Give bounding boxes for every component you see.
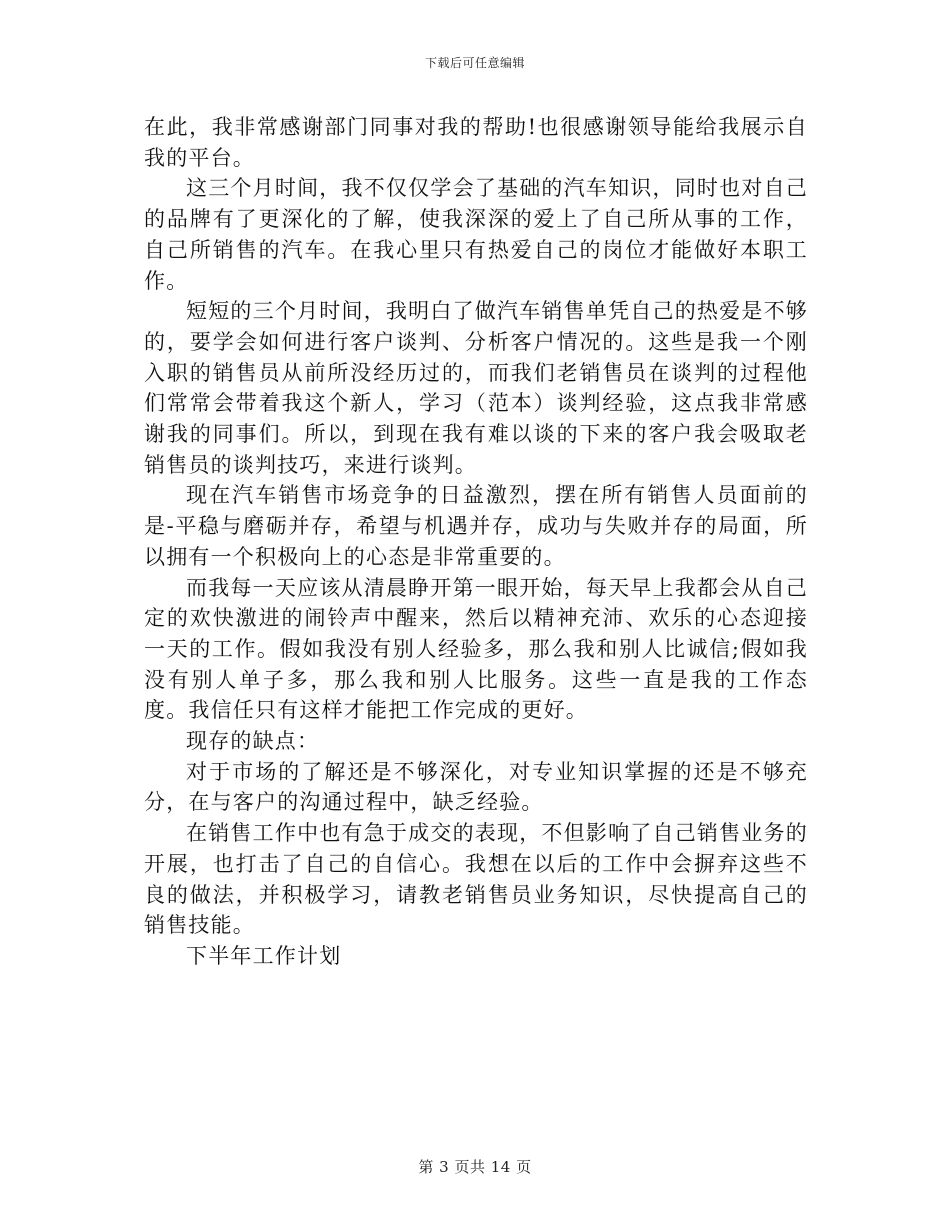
paragraph-2: 这三个月时间，我不仅仅学会了基础的汽车知识，同时也对自己的品牌有了更深化的了解，使我深深的爱上了自己所从事的工作，自己所销售的汽车。在我心里只有热爱自己的岗位才能做好本职工作。 — [144, 176, 808, 293]
header-note: 下载后可任意编辑 — [424, 56, 525, 70]
paragraph-7: 对于市场的了解还是不够深化，对专业知识掌握的还是不够充分，在与客户的沟通过程中，缺乏经验。 — [144, 759, 808, 815]
paragraph-4: 现在汽车销售市场竞争的日益激烈，摆在所有销售人员面前的是-平稳与磨砺并存，希望与机遇并存，成功与失败并存的局面，所以拥有一个积极向上的心态是非常重要的。 — [144, 483, 808, 569]
document-body — [144, 112, 808, 972]
paragraph-1: 在此，我非常感谢部门同事对我的帮助!也很感谢领导能给我展示自我的平台。 — [144, 115, 808, 170]
paragraph-5: 而我每一天应该从清晨睁开第一眼开始，每天早上我都会从自己定的欢快激进的闹铃声中醒来，然后以精神充沛、欢乐的心态迎接一天的工作。假如我没有别人经验多，那么我和别人比诚信;假如我没有别人单子多，那么我和别人比服务。这些一直是我的工作态度。我信任只有这样才能把工作完成的更好。 — [144, 575, 808, 723]
page-number-footer: 第 3 页共 14 页 — [418, 1158, 532, 1176]
paragraph-plan-heading: 下半年工作计划 — [186, 943, 342, 968]
paragraph-shortcomings-heading: 现存的缺点： — [186, 729, 320, 754]
paragraph-3: 短短的三个月时间，我明白了做汽车销售单凭自己的热爱是不够的，要学会如何进行客户谈判、分析客户情况的。这些是我一个刚入职的销售员从前所没经历过的，而我们老销售员在谈判的过程他们常常会带着我这个新人，学习（范本）谈判经验，这点我非常感谢我的同事们。所以，到现在我有难以谈的下来的客户我会吸取老销售员的谈判技巧，来进行谈判。 — [144, 299, 808, 477]
paragraph-8: 在销售工作中也有急于成交的表现，不但影响了自己销售业务的开展，也打击了自己的自信心。我想在以后的工作中会摒弃这些不良的做法，并积极学习，请教老销售员业务知识，尽快提高自己的销售技能。 — [144, 821, 808, 938]
